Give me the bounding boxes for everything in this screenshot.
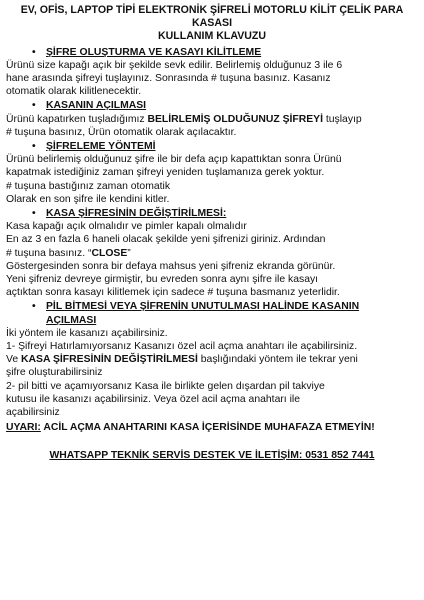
paragraph-line xyxy=(6,353,418,366)
warning-label: UYARI: xyxy=(6,422,41,434)
document-subtitle: KULLANIM KLAVUZU xyxy=(157,30,267,43)
section-heading-text: PİL BİTMESİ VEYA ŞİFRENİN UNUTULMASI HALİNDE KASANIN xyxy=(46,301,360,313)
paragraph-line: # tuşuna basınız, Ürün otomatik olarak açılacaktır. xyxy=(6,126,237,138)
paragraph-line: açtıktan sonra kasayı kilitlemek için sadece # tuşuna basmanız yeterlidir. xyxy=(6,287,340,299)
paragraph-line: Kasa kapağı açık olmalıdır ve pimler kapalı olmalıdır xyxy=(6,221,247,233)
bold-text-run: BELİRLEMİŞ OLDUĞUNUZ ŞİFREYİ xyxy=(147,113,323,125)
text-run: Ve xyxy=(6,354,22,366)
bold-text-run: CLOSE xyxy=(91,247,128,259)
paragraph-line: kapatmak istediğiniz zaman şifreyi yeniden tuşlamanıza gerek yoktur. xyxy=(6,167,325,179)
warning-text: ACİL AÇMA ANAHTARINI KASA İÇERİSİNDE MUHAFAZA ETMEYİN! xyxy=(40,422,375,434)
section-heading-text: KASA ŞİFRESİNİN DEĞİŞTİRİLMESİ: xyxy=(46,208,227,220)
paragraph-line: kutusu ile kasanızı açabilirsiniz. Veya özel acil açma anahtarı ile xyxy=(6,393,300,405)
section-heading-text: KASANIN AÇILMASI xyxy=(46,100,147,112)
paragraph-line: Göstergesinden sonra bir defaya mahsus yeni şifreniz ekranda görünür. xyxy=(6,260,336,272)
paragraph-line: otomatik olarak kilitlenecektir. xyxy=(6,86,142,98)
bullet: • xyxy=(32,301,36,313)
text-run: # tuşuna basınız. “ xyxy=(6,247,92,259)
section-heading-continuation xyxy=(6,314,418,327)
section-heading-change-password xyxy=(6,207,418,220)
bullet: • xyxy=(32,100,36,112)
paragraph-line: En az 3 en fazla 6 haneli olacak şekilde yeni şifrenizi giriniz. Ardından xyxy=(6,234,326,246)
paragraph-line: hane arasında şifreyi tuşlayınız. Sonrasında # tuşuna basınız. Kasanız xyxy=(6,73,331,85)
paragraph-line: Yeni şifreniz devreye girmiştir, bu evreden sonra aynı şifre ile kasayı xyxy=(6,274,319,286)
document-title: EV, OFİS, LAPTOP TİPİ ELEKTRONİK ŞİFRELİ MOTORLU KİLİT ÇELİK PARA KASASI xyxy=(20,4,404,30)
section-heading-text: ŞİFRE OLUŞTURMA VE KASAYI KİLİTLEME xyxy=(46,46,262,58)
paragraph-line xyxy=(6,247,418,260)
paragraph-line xyxy=(6,113,418,126)
paragraph-line: İki yöntem ile kasanızı açabilirsiniz. xyxy=(6,327,168,339)
section-heading-text: AÇILMASI xyxy=(46,314,97,326)
text-run: ” xyxy=(127,247,131,259)
paragraph-line: Ürünü size kapağı açık bir şekilde sevk edilir. Belirlemiş olduğunuz 3 ile 6 xyxy=(6,59,343,71)
paragraph-line: 2- pil bitti ve açamıyorsanız Kasa ile birlikte gelen dışardan pil takviye xyxy=(6,380,325,392)
section-heading-password-create xyxy=(6,46,418,59)
paragraph-line: Ürünü belirlemiş olduğunuz şifre ile bir defa açıp kapattıktan sonra Ürünü xyxy=(6,154,342,166)
paragraph-line: # tuşuna bastığınız zaman otomatik xyxy=(6,180,171,192)
bullet: • xyxy=(32,141,36,153)
bold-text-run: KASA ŞİFRESİNİN DEĞİŞTİRİLMESİ xyxy=(21,354,198,366)
paragraph-line: şifre oluşturabilirsiniz xyxy=(6,367,103,379)
section-heading-encryption-method xyxy=(6,140,418,153)
warning-note xyxy=(6,421,418,434)
paragraph-line: Olarak en son şifre ile kendini kitler. xyxy=(6,193,170,205)
section-heading-text: ŞİFRELEME YÖNTEMİ xyxy=(46,141,156,153)
text-run: başlığındaki yöntem ile tekrar yeni xyxy=(197,354,358,366)
paragraph-line: açabilirsiniz xyxy=(6,407,60,419)
bullet: • xyxy=(32,46,36,58)
paragraph-line: 1- Şifreyi Hatırlamıyorsanız Kasanızı özel acil açma anahtarı ile açabilirsiniz. xyxy=(6,341,358,353)
support-contact-footer: WHATSAPP TEKNİK SERVİS DESTEK VE İLETİŞİM: 0531 852 7441 xyxy=(49,449,375,461)
text-run: tuşlayıp xyxy=(323,113,362,125)
text-run: Ürünü kapatırken tuşladığımız xyxy=(6,113,148,125)
section-heading-battery-forgotten xyxy=(6,300,418,313)
section-heading-opening xyxy=(6,99,418,112)
bullet: • xyxy=(32,208,36,220)
